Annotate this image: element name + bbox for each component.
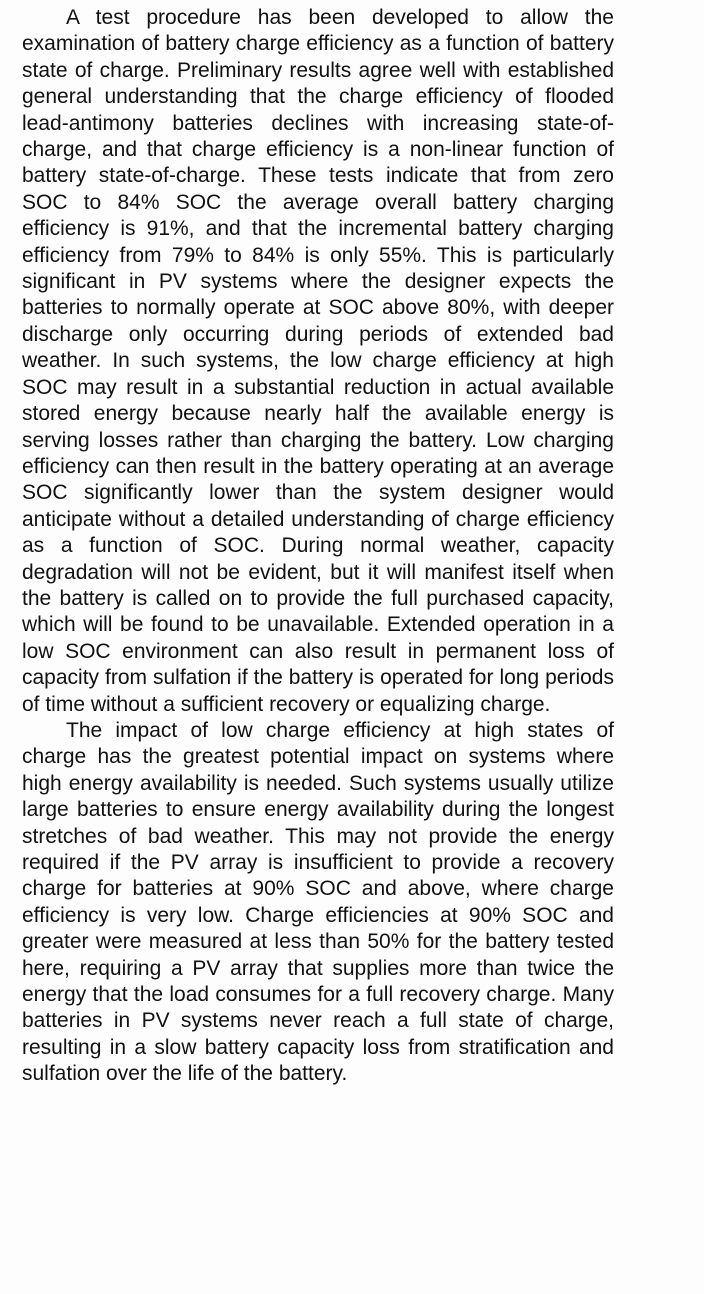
paragraph-charge-efficiency-results: A test procedure has been developed to allow the examination of battery charge efficiency as a function of battery state of charge. Preliminary results agree well with established general understanding that the charge efficiency of flooded lead-antimony batteries declines with increasing state-of-charge, and that charge efficiency is a non-linear function of battery state-of-charge. These tests indicate that from zero SOC to 84% SOC the average overall battery charging efficiency is 91%, and that the incremental battery charging efficiency from 79% to 84% is only 55%. This is particularly significant in PV systems where the designer expects the batteries to normally operate at SOC above 80%, with deeper discharge only occurring during periods of extended bad weather. In such systems, the low charge efficiency at high SOC may result in a substantial reduction in actual available stored energy because nearly half the available energy is serving losses rather than charging the battery. Low charging efficiency can then result in the battery operating at an average SOC significantly lower than the system designer would anticipate without a detailed understanding of charge efficiency as a function of SOC. During normal weather, capacity degradation will not be evident, but it will manifest itself when the battery is called on to provide the full purchased capacity, which will be found to be unavailable. Extended operation in a low SOC environment can also result in permanent loss of capacity from sulfation if the battery is operated for long periods of time without a sufficient recovery or equalizing charge.	[22, 6, 614, 716]
paragraph-high-soc-impact: The impact of low charge efficiency at high states of charge has the greatest potential impact on systems where high energy availability is needed. Such systems usually utilize large batteries to ensure energy availability during the longest stretches of bad weather. This may not provide the energy required if the PV array is insufficient to provide a recovery charge for batteries at 90% SOC and above, where charge efficiency is very low. Charge efficiencies at 90% SOC and greater were measured at less than 50% for the battery tested here, requiring a PV array that supplies more than twice the energy that the load consumes for a full recovery charge. Many batteries in PV systems never reach a full state of charge, resulting in a slow battery capacity loss from stratification and sulfation over the life of the battery.	[22, 718, 614, 1086]
document-page	[22, 5, 614, 1088]
